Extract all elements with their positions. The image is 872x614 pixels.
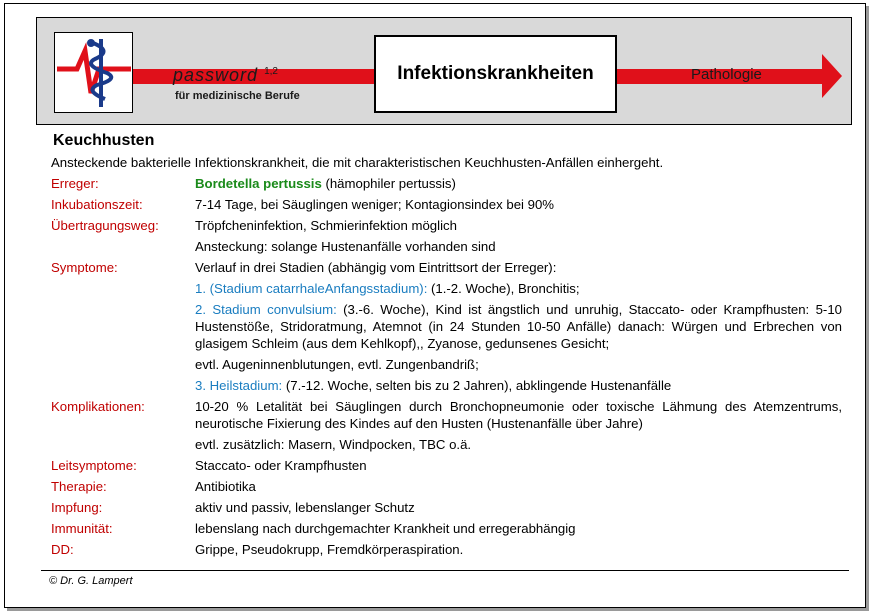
label-inkubation: Inkubationszeit:	[51, 197, 143, 212]
disease-intro: Ansteckende bakterielle Infektionskrankheit, die mit charakteristischen Keuchhusten-Anfällen einhergeht.	[51, 155, 664, 170]
stage-2-extra: evtl. Augeninnenblutungen, evtl. Zungenbandriß;	[195, 357, 479, 372]
label-impfung: Impfung:	[51, 500, 103, 515]
value-uebertragung-2: Ansteckung: solange Hustenanfälle vorhanden sind	[195, 239, 496, 254]
logo	[54, 32, 133, 113]
value-uebertragung-1: Tröpfcheninfektion, Schmierinfektion möglich	[195, 218, 457, 233]
header-banner	[36, 17, 852, 125]
stage-1-title: 1. (Stadium catarrhaleAnfangsstadium):	[195, 281, 428, 296]
copyright: © Dr. G. Lampert	[49, 575, 133, 587]
value-dd: Grippe, Pseudokrupp, Fremdkörperaspiration.	[195, 542, 464, 557]
label-symptome: Symptome:	[51, 260, 118, 275]
symptome-intro: Verlauf in drei Stadien (abhängig vom Eintrittsort der Erreger):	[195, 260, 557, 275]
value-impfung: aktiv und passiv, lebenslanger Schutz	[195, 500, 415, 515]
label-komplikationen: Komplikationen:	[51, 399, 145, 414]
label-leitsymptome: Leitsymptome:	[51, 458, 137, 473]
row-therapie	[51, 478, 842, 495]
page-title: Infektionskrankheiten	[374, 35, 617, 113]
stage-3-text: (7.-12. Woche, selten bis zu 2 Jahren), abklingende Hustenanfälle	[282, 378, 672, 393]
label-dd: DD:	[51, 542, 74, 557]
stage-3-title: 3. Heilstadium:	[195, 378, 283, 393]
row-erreger	[51, 175, 842, 192]
row-dd	[51, 541, 842, 558]
label-immunitaet: Immunität:	[51, 521, 113, 536]
brand-subtitle: für medizinische Berufe	[175, 90, 300, 102]
label-erreger: Erreger:	[51, 176, 99, 191]
row-inkubation	[51, 196, 842, 213]
row-symptome	[51, 259, 842, 394]
value-immunitaet: lebenslang nach durchgemachter Krankheit und erregerabhängig	[195, 521, 576, 536]
value-leitsymptome: Staccato- oder Krampfhusten	[195, 458, 367, 473]
row-uebertragung	[51, 217, 842, 255]
value-komplikationen-2: evtl. zusätzlich: Masern, Windpocken, TBC o.ä.	[195, 437, 472, 452]
row-impfung	[51, 499, 842, 516]
stage-1	[195, 280, 842, 297]
stage-2-title: 2. Stadium convulsium:	[195, 302, 337, 317]
label-therapie: Therapie:	[51, 479, 107, 494]
category-label: Pathologie	[691, 66, 762, 83]
label-uebertragung: Übertragungsweg:	[51, 218, 159, 233]
value-therapie: Antibiotika	[195, 479, 256, 494]
footer-divider	[41, 570, 849, 571]
value-inkubation: 7-14 Tage, bei Säuglingen weniger; Kontagionsindex bei 90%	[195, 197, 555, 212]
stage-2-text: (3.-6. Woche), Kind ist ängstlich und unruhig, Staccato- oder Krampfhusten: 5-10 Hustenstöße, Stridoratmung, Atemnot (in 24 Stunden 10-50 Anfälle) danach: Würgen und Erbrechen von glasigem Schleim (aus dem Kehlkopf),, Zyanose, gedunsenes Gesicht;	[195, 302, 842, 351]
value-komplikationen-1: 10-20 % Letalität bei Säuglingen durch Bronchopneumonie oder toxische Lähmung des Atemzentrums, neurotische Fixierung des Kindes auf den Husten (Hustenanfälle über Jahre)	[195, 399, 842, 431]
row-komplikationen	[51, 398, 842, 453]
brand-name: password $^{1,2}$	[173, 65, 278, 85]
stage-1-text: (1.-2. Woche), Bronchitis;	[427, 281, 580, 296]
row-immunitaet	[51, 520, 842, 537]
stage-3	[195, 377, 842, 394]
stage-2	[195, 301, 842, 352]
caduceus-icon	[55, 33, 132, 112]
disease-heading: Keuchhusten	[53, 132, 155, 149]
row-leitsymptome	[51, 457, 842, 474]
pathogen-note: (hämophiler pertussis)	[321, 176, 456, 191]
pathogen-name: Bordetella pertussis	[195, 176, 322, 191]
card-content	[51, 131, 842, 562]
